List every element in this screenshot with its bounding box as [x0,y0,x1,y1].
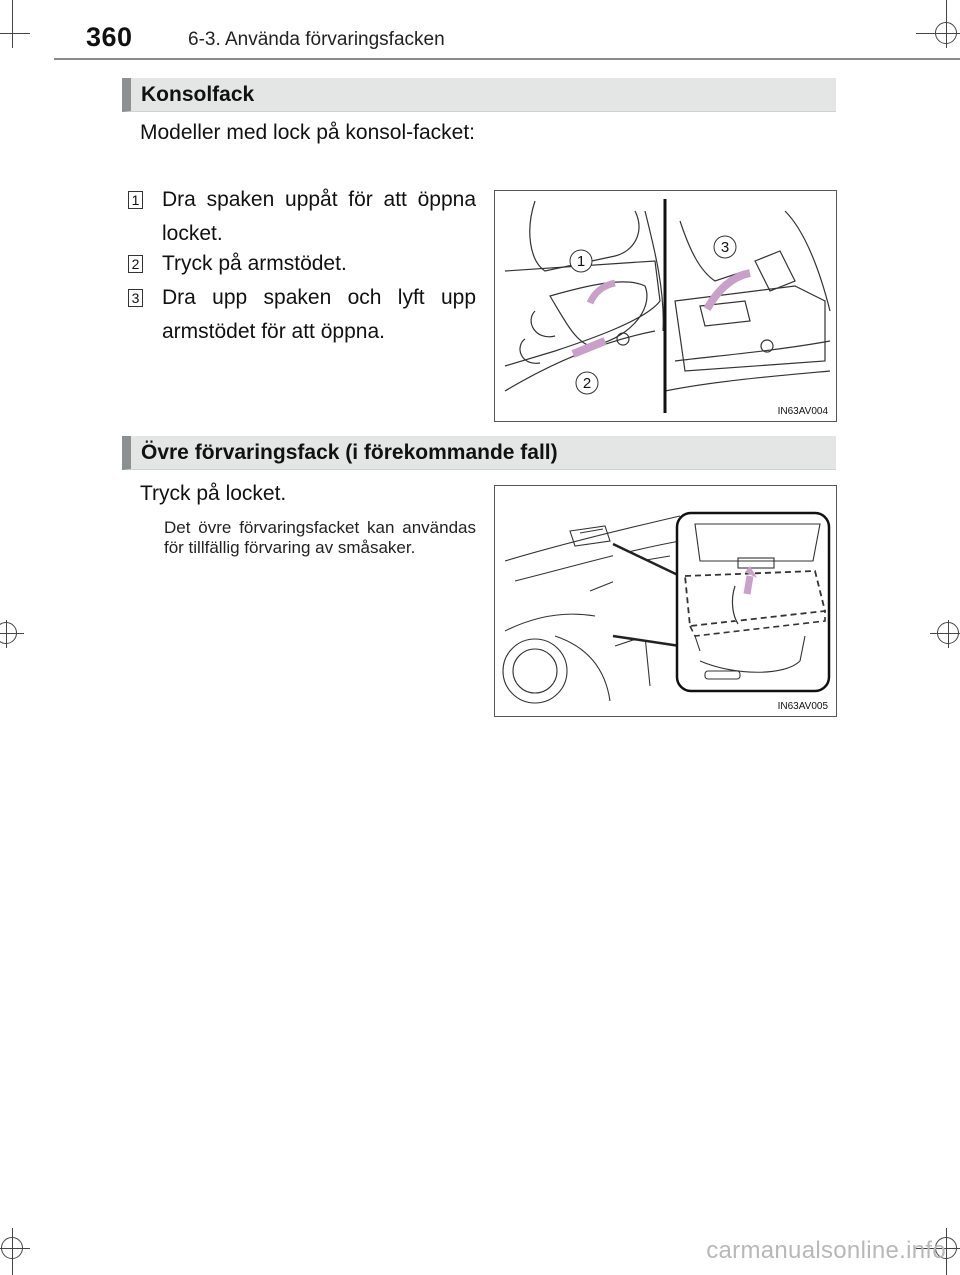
page-number: 360 [86,22,133,52]
console-box-drawing [495,191,836,421]
section-intro: Modeller med lock på konsol-facket: [140,121,475,144]
step-text: Dra upp spaken och lyft upp armstödet för att öppna. [162,286,476,343]
chapter-title: 6-3. Använda förvaringsfacken [188,29,445,50]
header-divider [54,58,960,60]
section-heading-konsolfack [122,78,836,112]
figure-callout: 3 [720,239,730,256]
info-note: Det övre förvaringsfacket kan användas för tillfällig förvaring av småsaker. [164,518,476,557]
section-title: Konsolfack [141,83,255,106]
step-text: Tryck på armstödet. [162,252,347,275]
watermark-text: carmanualsonline.info [706,1237,946,1264]
step-number-badge: 3 [128,289,143,307]
figure-callout: 1 [576,253,586,270]
step-number-badge: 2 [128,255,143,273]
step-text: Dra spaken uppåt för att öppna locket. [162,188,476,245]
section-title: Övre förvaringsfack (i förekommande fall) [141,441,558,464]
overhead-storage-drawing [495,486,836,716]
section-heading-ovre-forvaringsfack [122,436,836,470]
figure-code: IN63AV005 [777,701,828,712]
overhead-storage-illustration [494,485,837,717]
step-number-badge: 1 [128,191,143,209]
figure-code: IN63AV004 [777,406,828,417]
console-box-illustration [494,190,837,422]
figure-callout: 2 [582,375,592,392]
section-intro: Tryck på locket. [140,482,287,505]
